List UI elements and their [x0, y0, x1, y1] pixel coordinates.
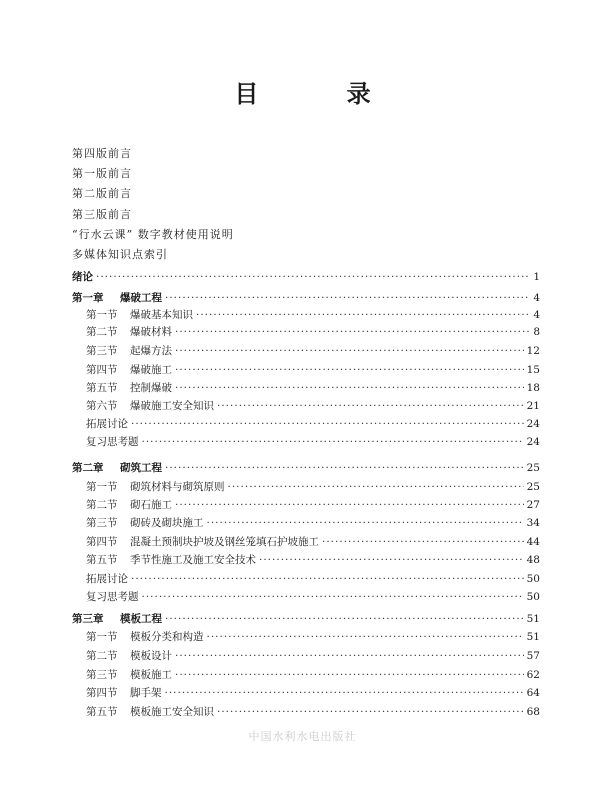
- toc-entry-title: 爆破施工: [130, 363, 172, 376]
- toc-entry-title: 拓展讨论: [86, 418, 128, 430]
- toc-entry-title: 爆破施工安全知识: [130, 399, 214, 412]
- toc-entry-title: 砌砖及砌块施工: [130, 517, 204, 529]
- toc-section-entry[interactable]: [86, 551, 540, 569]
- dot-leader: [322, 533, 524, 551]
- toc-page-number: 12: [526, 344, 540, 357]
- toc-entry-label: [86, 323, 172, 341]
- toc-section-entry[interactable]: [86, 361, 540, 379]
- toc-entry-number: 第一节: [86, 308, 118, 321]
- toc-entry-number: 第三节: [86, 668, 118, 681]
- dot-leader: [165, 289, 530, 307]
- toc-entry-title: 砌石施工: [130, 499, 172, 511]
- toc-entry-title: 模板分类和构造: [130, 631, 204, 643]
- dot-leader: [175, 666, 524, 684]
- toc-entry-title: 拓展讨论: [86, 572, 128, 585]
- front-matter-item[interactable]: 多媒体知识点索引: [72, 247, 168, 261]
- toc-page-number: 51: [526, 631, 540, 643]
- toc-entry-label: [86, 647, 172, 665]
- dot-leader: [131, 415, 524, 433]
- toc-section-entry[interactable]: [86, 703, 540, 721]
- toc-entry-number: 第一章: [72, 291, 104, 304]
- toc-section-entry[interactable]: [86, 628, 540, 646]
- toc-entry-label: [86, 666, 172, 684]
- toc-entry-title: 混凝土预制块护坡及钢丝笼填石护坡施工: [130, 535, 319, 548]
- toc-page-number: 8: [533, 326, 540, 338]
- toc-section-entry[interactable]: [86, 588, 540, 606]
- publisher-watermark: 中国水利水电出版社: [248, 730, 357, 743]
- toc-entry-title: 模板施工: [130, 668, 172, 681]
- toc-entry-title: 模板工程: [120, 613, 162, 625]
- toc-page-number: 51: [526, 613, 540, 625]
- toc-page-number: 34: [526, 517, 540, 529]
- toc-entry-number: 第二章: [72, 462, 104, 474]
- toc-chapter-entry[interactable]: [72, 268, 540, 286]
- toc-entry-title: 模板设计: [130, 650, 172, 662]
- toc-entry-label: [86, 379, 172, 397]
- toc-section-entry[interactable]: [86, 323, 540, 341]
- toc-section-entry[interactable]: [86, 496, 540, 514]
- toc-section-entry[interactable]: [86, 684, 540, 702]
- dot-leader: [207, 514, 524, 532]
- front-matter-list: [72, 144, 234, 265]
- toc-entry-label: [86, 342, 172, 360]
- toc-entry-title: 绪论: [72, 271, 93, 283]
- toc-entry-label: [86, 703, 214, 721]
- dot-leader: [175, 647, 524, 665]
- toc-entry-label: [86, 397, 214, 415]
- toc-entry-number: 第一节: [86, 480, 118, 493]
- toc-entry-number: 第二节: [86, 326, 118, 338]
- toc-entry-title: 爆破工程: [120, 291, 162, 304]
- front-matter-item[interactable]: 第三版前言: [72, 207, 132, 221]
- toc-entry-title: 复习思考题: [86, 591, 139, 603]
- toc-chapter-entry[interactable]: [72, 289, 540, 307]
- toc-entry-number: 第四节: [86, 363, 118, 376]
- toc-page-number: 18: [526, 381, 540, 394]
- toc-page-number: 1: [533, 271, 540, 283]
- toc-entry-label: [86, 514, 204, 532]
- dot-leader: [217, 703, 524, 721]
- front-matter-item[interactable]: 第二版前言: [72, 187, 132, 201]
- toc-entry-number: 第三章: [72, 613, 104, 625]
- toc-section-entry[interactable]: [86, 397, 540, 415]
- toc-page-number: 24: [526, 418, 540, 430]
- toc-page-number: 62: [526, 668, 540, 681]
- toc-entry-title: 控制爆破: [130, 381, 172, 394]
- front-matter-item[interactable]: 第四版前言: [72, 147, 132, 160]
- toc-entry-title: 起爆方法: [130, 344, 172, 357]
- dot-leader: [175, 323, 530, 341]
- toc-entry-title: 爆破基本知识: [130, 308, 193, 321]
- toc-entry-label: [86, 570, 128, 588]
- toc-page-number: 15: [526, 363, 540, 376]
- toc-section-entry[interactable]: [86, 478, 540, 496]
- dot-leader: [175, 342, 524, 360]
- dot-leader: [165, 684, 524, 702]
- front-matter-item[interactable]: 第一版前言: [72, 167, 132, 181]
- toc-entry-label: [86, 433, 139, 451]
- toc-section-entry[interactable]: [86, 433, 540, 451]
- toc-entry-label: [86, 361, 172, 379]
- toc-entry-title: 爆破材料: [130, 326, 172, 338]
- toc-entry-number: 第一节: [86, 631, 118, 643]
- toc-entry-title: 模板施工安全知识: [130, 705, 214, 718]
- toc-entry-label: [86, 533, 319, 551]
- toc-entry-title: 脚手架: [130, 687, 162, 699]
- toc-entry-label: [86, 628, 204, 646]
- toc-page-number: 4: [533, 291, 540, 304]
- toc-page-number: 27: [526, 499, 540, 511]
- toc-entry-label: [86, 588, 139, 606]
- toc-entry-title: 复习思考题: [86, 436, 139, 448]
- toc-entry-title: 砌筑材料与砌筑原则: [130, 480, 225, 493]
- dot-leader: [142, 433, 524, 451]
- toc-entry-label: [86, 415, 128, 433]
- dot-leader: [175, 361, 524, 379]
- dot-leader: [217, 397, 524, 415]
- toc-section-entry[interactable]: [86, 647, 540, 665]
- toc-entry-label: [72, 459, 162, 477]
- toc-entry-number: 第五节: [86, 381, 118, 394]
- toc-entry-number: 第四节: [86, 687, 118, 699]
- toc-entry-number: 第二节: [86, 499, 118, 511]
- toc-chapter-entry[interactable]: [72, 459, 540, 477]
- toc-entry-title: 季节性施工及施工安全技术: [130, 554, 256, 566]
- toc-entry-label: [86, 478, 225, 496]
- toc-entry-number: 第二节: [86, 650, 118, 662]
- dot-leader: [175, 379, 524, 397]
- toc-page-number: 64: [526, 687, 540, 699]
- toc-entry-number: 第四节: [86, 535, 118, 548]
- dot-leader: [175, 496, 524, 514]
- toc-chapter-entry[interactable]: [72, 610, 540, 628]
- dot-leader: [207, 628, 524, 646]
- toc-page-number: 44: [526, 535, 540, 548]
- toc-entry-label: [86, 551, 256, 569]
- toc-section-entry[interactable]: [86, 342, 540, 360]
- toc-section-entry[interactable]: [86, 306, 540, 324]
- toc-section-entry[interactable]: [86, 570, 540, 588]
- dot-leader: [96, 268, 530, 286]
- toc-section-entry[interactable]: [86, 666, 540, 684]
- toc-page-number: 50: [526, 591, 540, 603]
- toc-page-number: 24: [526, 436, 540, 448]
- toc-entry-number: 第三节: [86, 517, 118, 529]
- toc-entry-label: [72, 289, 162, 307]
- toc-entry-label: [72, 610, 162, 628]
- toc-page-number: 57: [526, 650, 540, 662]
- dot-leader: [165, 610, 524, 628]
- toc-section-entry[interactable]: [86, 533, 540, 551]
- toc-page-number: 4: [533, 308, 540, 321]
- dot-leader: [259, 551, 524, 569]
- dot-leader: [142, 588, 524, 606]
- toc-section-entry[interactable]: [86, 514, 540, 532]
- toc-page-number: 68: [526, 705, 540, 718]
- page-title: 目 录: [234, 79, 411, 108]
- toc-entry-title: 砌筑工程: [120, 462, 162, 474]
- toc-page-number: 21: [526, 399, 540, 412]
- toc-entry-label: [86, 684, 162, 702]
- toc-section-entry[interactable]: [86, 379, 540, 397]
- dot-leader: [228, 478, 524, 496]
- toc-entry-number: 第五节: [86, 554, 118, 566]
- toc-entry-number: 第三节: [86, 344, 118, 357]
- dot-leader: [165, 459, 524, 477]
- dot-leader: [131, 570, 524, 588]
- toc-page-number: 48: [526, 554, 540, 566]
- toc-entry-label: [72, 268, 93, 286]
- dot-leader: [196, 306, 530, 324]
- front-matter-item[interactable]: “行水云课” 数字教材使用说明: [72, 227, 234, 241]
- toc-entry-number: 第六节: [86, 399, 118, 412]
- toc-page-number: 25: [526, 480, 540, 493]
- toc-page-number: 50: [526, 572, 540, 585]
- toc-entry-number: 第五节: [86, 705, 118, 718]
- toc-page-number: 25: [526, 462, 540, 474]
- toc-section-entry[interactable]: [86, 415, 540, 433]
- toc-entry-label: [86, 496, 172, 514]
- toc-entry-label: [86, 306, 193, 324]
